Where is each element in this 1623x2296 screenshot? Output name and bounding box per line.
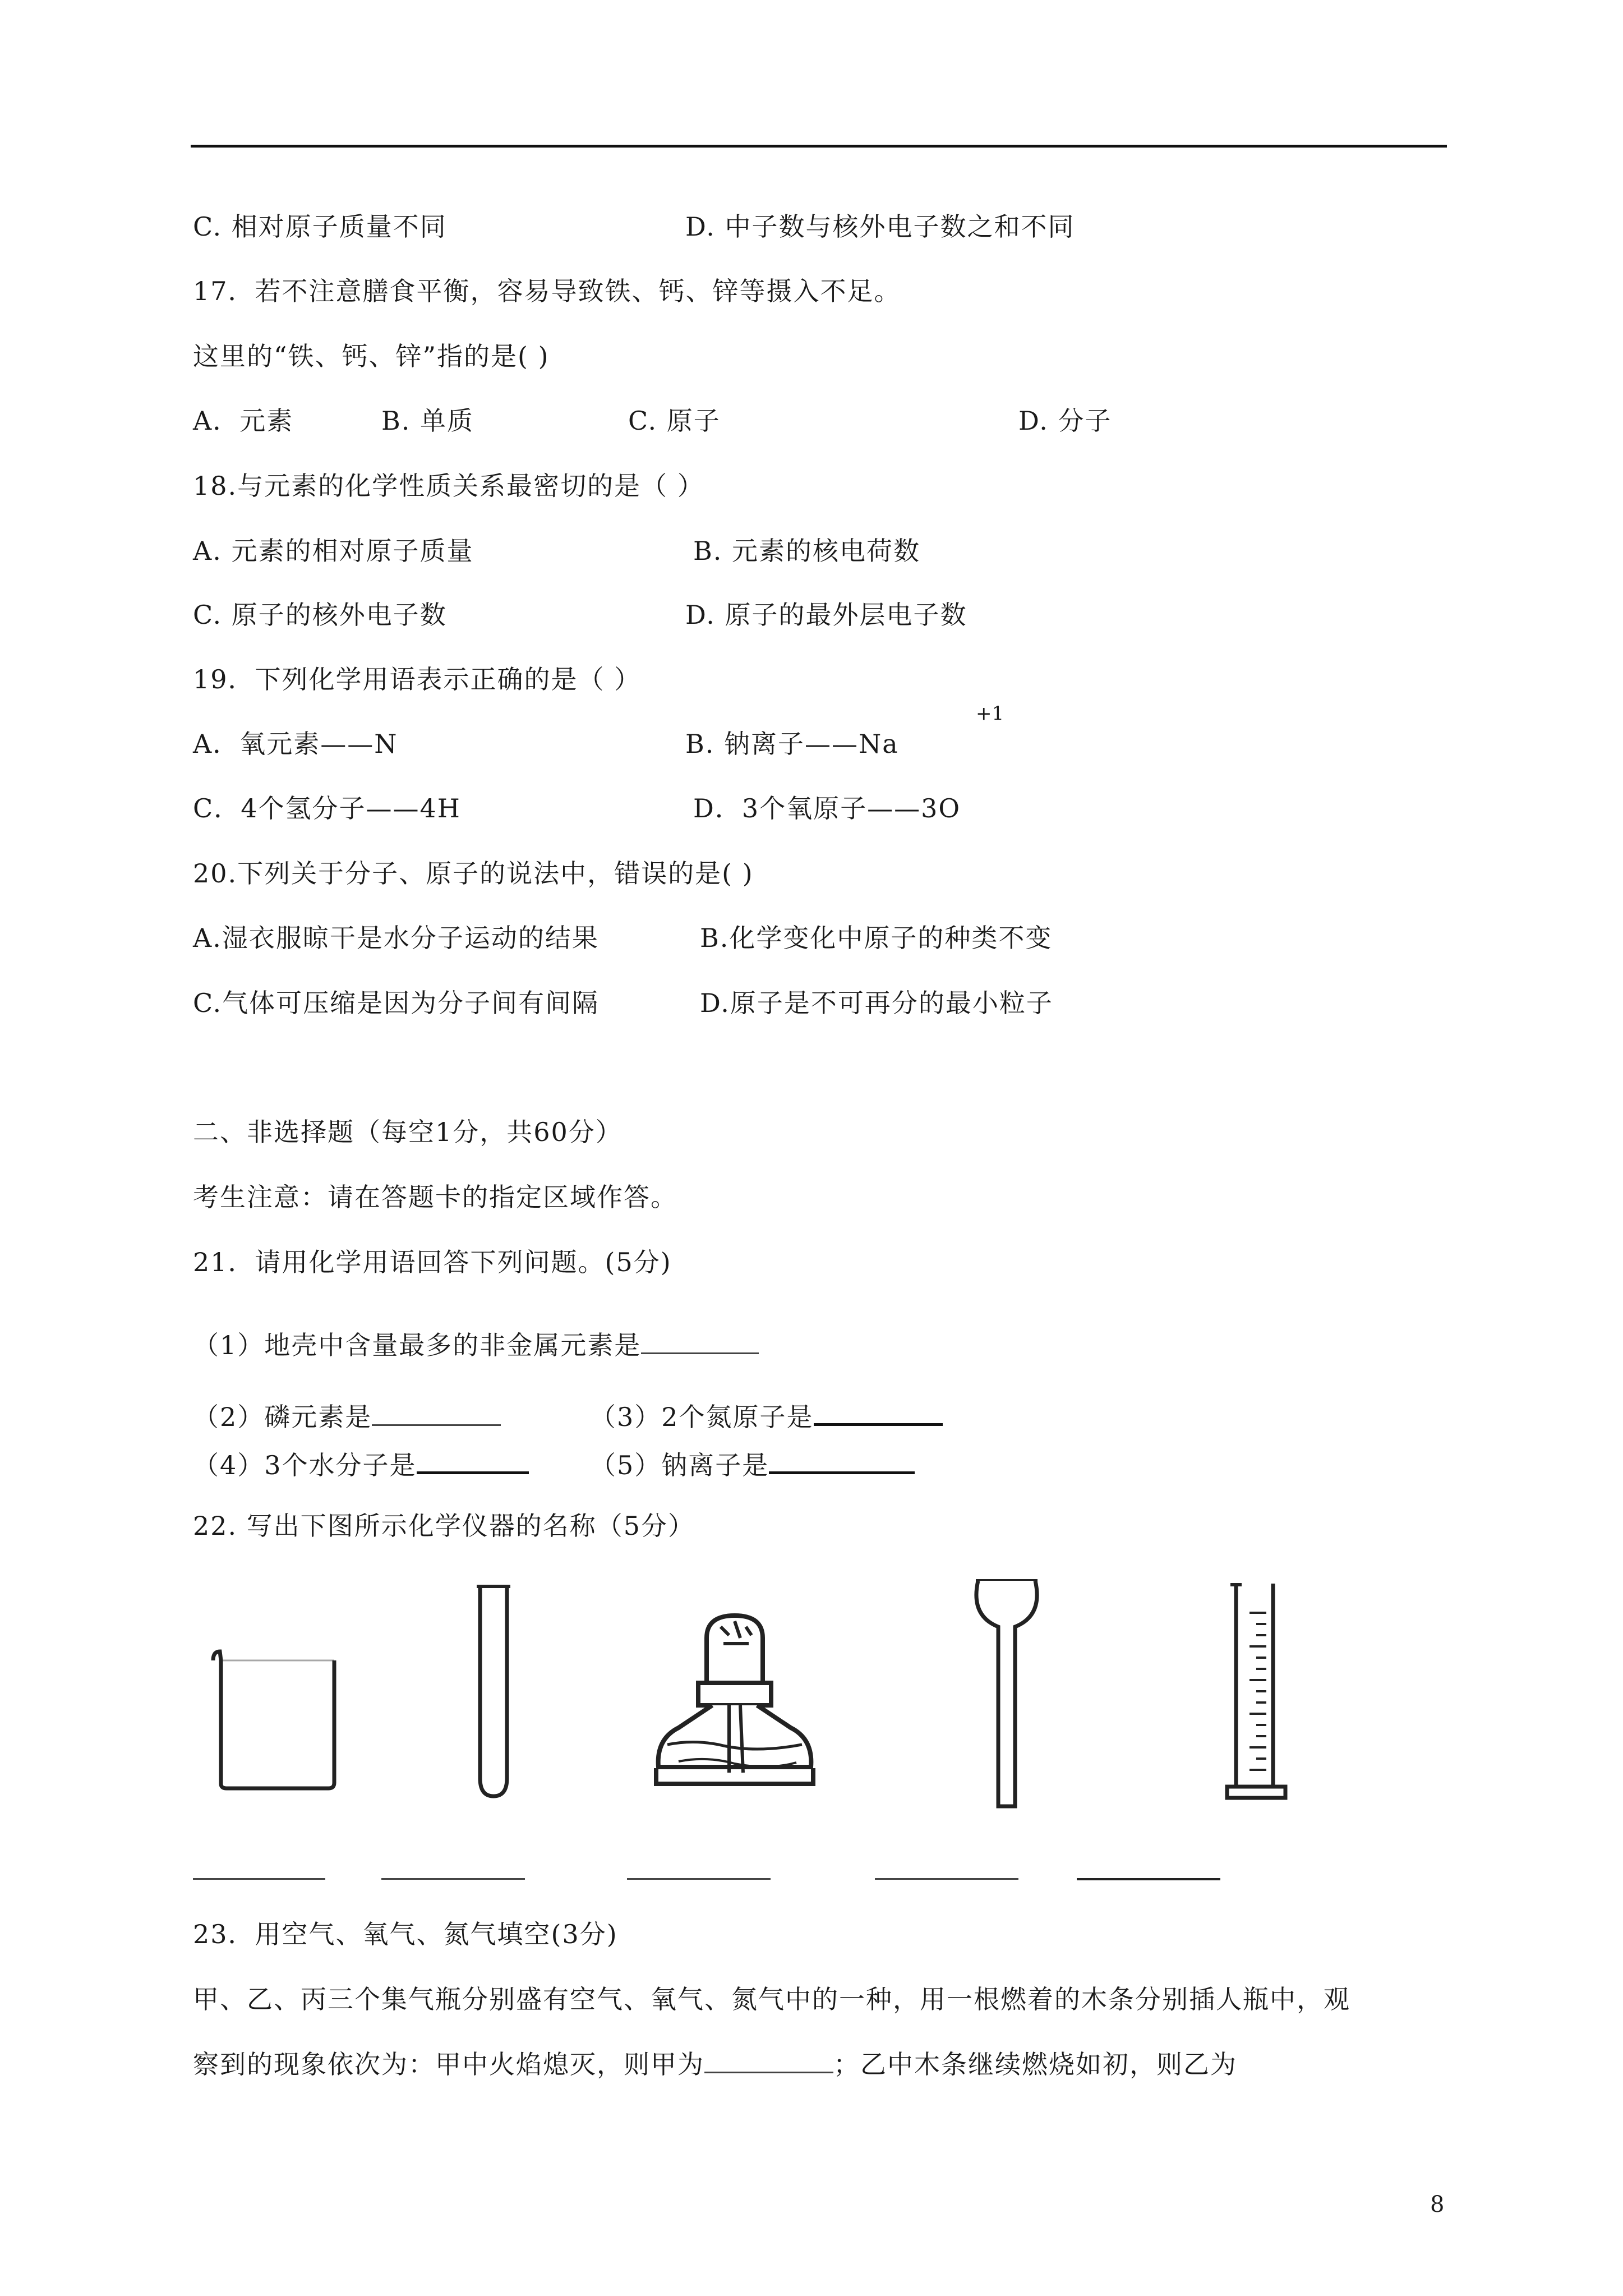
beaker-answer-blank[interactable]: [193, 1876, 325, 1880]
q20-stem: 20.下列关于分子、原子的说法中，错误的是( ): [193, 858, 754, 889]
q17-stem: 17．若不注意膳食平衡，容易导致铁、钙、锌等摄入不足。: [193, 276, 901, 306]
q17-option-a: A．元素: [193, 406, 294, 436]
q20-option-c: C.气体可压缩是因为分子间有间隔: [193, 988, 600, 1018]
q18-option-a: A. 元素的相对原子质量: [193, 536, 474, 566]
q18-stem: 18.与元素的化学性质关系最密切的是（ ）: [193, 471, 704, 501]
q23-line-1: 甲、乙、丙三个集气瓶分别盛有空气、氧气、氮气中的一种，用一根燃着的木条分别插人瓶中，观: [193, 1984, 1350, 2014]
q21-item-4: [193, 1448, 529, 1482]
q19-option-a: A．氧元素——N: [193, 729, 398, 759]
beaker-icon: [202, 1644, 353, 1795]
candidate-notice: 考生注意：请在答题卡的指定区域作答。: [193, 1182, 677, 1212]
q22-stem: 22. 写出下图所示化学仪器的名称（5分）: [193, 1511, 695, 1541]
q21-item-5-text: （5）钠离子是: [590, 1450, 769, 1480]
q20-option-d: D.原子是不可再分的最小粒子: [700, 988, 1053, 1018]
q21-item-2: [193, 1400, 501, 1434]
q21-answer-2-blank[interactable]: [372, 1402, 501, 1426]
q19-stem: 19．下列化学用语表示正确的是（ ）: [193, 664, 642, 694]
header-rule: [191, 145, 1447, 148]
q17-option-b: B. 单质: [381, 406, 474, 436]
q23-line-2-first: 察到的现象依次为：甲中火焰熄灭，则甲为: [193, 2049, 704, 2079]
q17-option-d: D. 分子: [1018, 406, 1112, 436]
q21-answer-5-blank[interactable]: [769, 1449, 915, 1474]
page-number: 8: [1430, 2192, 1445, 2217]
q21-item-1-text: （1）地壳中含量最多的非金属元素是: [193, 1330, 642, 1360]
section-heading: 二、非选择题（每空1分，共60分）: [193, 1117, 623, 1147]
q21-answer-1-blank[interactable]: [641, 1330, 759, 1354]
q23-answer-jia-blank[interactable]: [704, 2049, 833, 2073]
funnel-answer-blank[interactable]: [875, 1876, 1018, 1880]
long-neck-funnel-icon: [965, 1571, 1049, 1812]
q17-ask: 这里的“铁、钙、锌”指的是( ): [193, 341, 550, 371]
q21-item-3: [590, 1400, 943, 1434]
q21-stem: 21．请用化学用语回答下列问题。(5分): [193, 1247, 672, 1277]
q21-item-4-text: （4）3个水分子是: [193, 1450, 417, 1480]
q21-item-3-text: （3）2个氮原子是: [590, 1402, 814, 1432]
q21-item-2-text: （2）磷元素是: [193, 1402, 372, 1432]
q19-option-c: C．4个氢分子——4H: [193, 793, 461, 823]
q19-option-d: D．3个氧原子——3O: [693, 793, 961, 823]
graduated-cylinder-icon: [1223, 1579, 1290, 1815]
q21-item-5: [590, 1448, 915, 1482]
alcohol-lamp-icon: [645, 1604, 824, 1795]
q23-line-2: [193, 2047, 1237, 2081]
q21-answer-4-blank[interactable]: [417, 1449, 529, 1474]
alcohol-lamp-answer-blank[interactable]: [627, 1876, 771, 1880]
q19-option-b: B. 钠离子——Na: [685, 729, 899, 759]
test-tube-answer-blank[interactable]: [381, 1876, 525, 1880]
q18-option-c: C. 原子的核外电子数: [193, 600, 447, 630]
cylinder-answer-blank[interactable]: [1077, 1876, 1220, 1880]
q23-stem: 23．用空气、氧气、氮气填空(3分): [193, 1919, 618, 1949]
q20-option-b: B.化学变化中原子的种类不变: [700, 923, 1053, 953]
q23-line-2-second: ；乙中木条继续燃烧如初，则乙为: [833, 2049, 1237, 2079]
q20-option-a: A.湿衣服晾干是水分子运动的结果: [193, 923, 599, 953]
q18-option-b: B. 元素的核电荷数: [693, 536, 921, 566]
q21-item-1: [193, 1328, 759, 1362]
q16-option-c: C. 相对原子质量不同: [193, 211, 447, 242]
test-tube-icon: [471, 1582, 516, 1801]
q18-option-d: D. 原子的最外层电子数: [685, 600, 967, 630]
q21-answer-3-blank[interactable]: [814, 1401, 943, 1426]
q19-charge-superscript: +1: [976, 702, 1004, 725]
q17-option-c: C. 原子: [628, 406, 721, 436]
q16-option-d: D. 中子数与核外电子数之和不同: [685, 211, 1075, 242]
